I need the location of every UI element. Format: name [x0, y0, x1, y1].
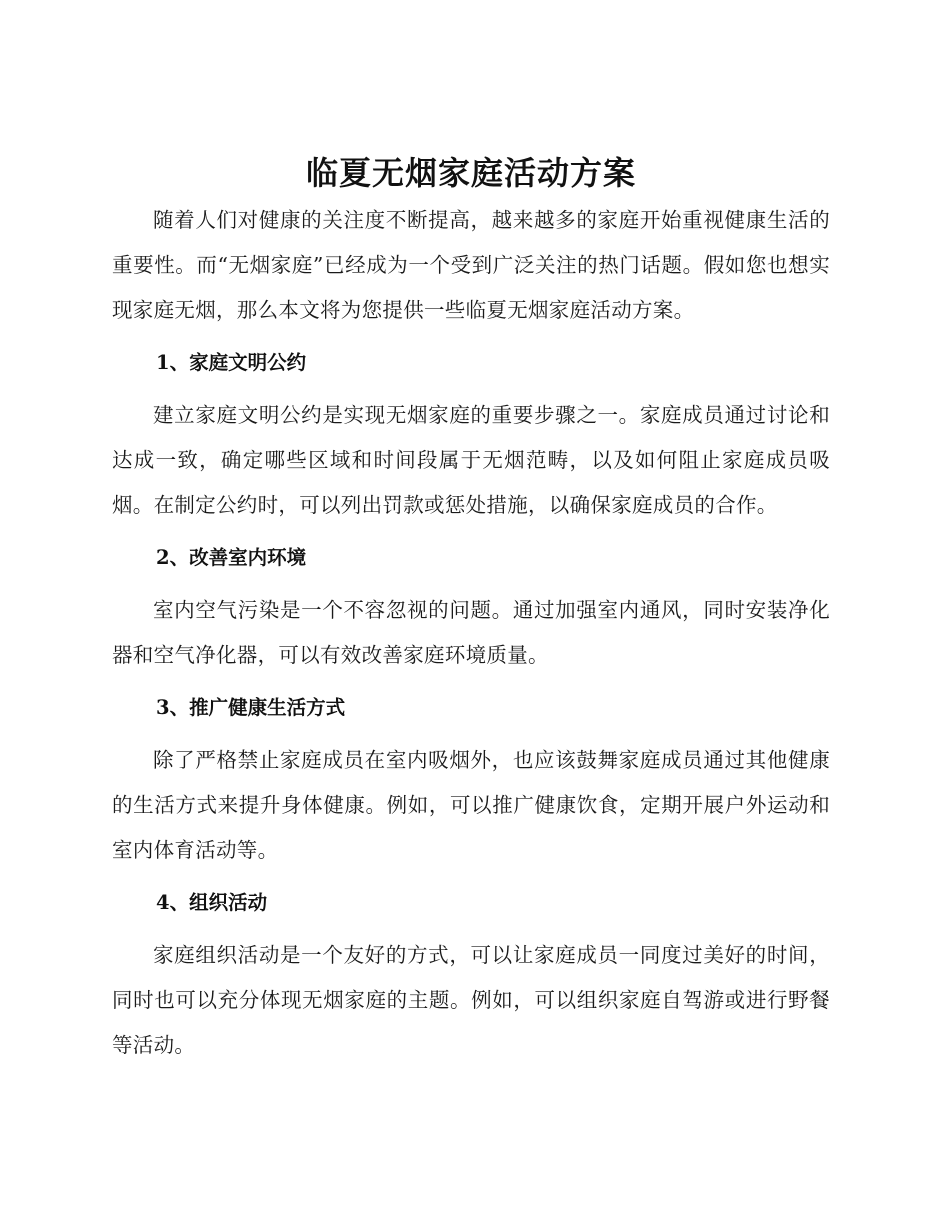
section-body-2: 室内空气污染是一个不容忽视的问题。通过加强室内通风，同时安装净化器和空气净化器，可以有效改善家庭环境质量。 [112, 598, 830, 667]
section-body-3: 除了严格禁止家庭成员在室内吸烟外，也应该鼓舞家庭成员通过其他健康的生活方式来提升身体健康。例如，可以推广健康饮食，定期开展户外运动和室内体育活动等。 [112, 748, 830, 862]
section-heading-4: 4、组织活动 [156, 891, 268, 914]
spacer [112, 385, 830, 393]
document-page [112, 148, 830, 1068]
spacer [112, 580, 830, 588]
spacer [112, 678, 830, 686]
section-body-1: 建立家庭文明公约是实现无烟家庭的重要步骤之一。家庭成员通过讨论和达成一致，确定哪些区域和时间段属于无烟范畴，以及如何阻止家庭成员吸烟。在制定公约时，可以列出罚款或惩处措施，以确保家庭成员的合作。 [112, 403, 830, 517]
section-heading-1: 1、家庭文明公约 [156, 351, 307, 374]
section-heading-3: 3、推广健康生活方式 [156, 696, 346, 719]
spacer [112, 873, 830, 881]
section-body-4: 家庭组织活动是一个友好的方式，可以让家庭成员一同度过美好的时间，同时也可以充分体现无烟家庭的主题。例如，可以组织家庭自驾游或进行野餐等活动。 [112, 943, 830, 1057]
document-title: 临夏无烟家庭活动方案 [305, 154, 636, 192]
spacer [112, 730, 830, 738]
intro-paragraph: 随着人们对健康的关注度不断提高，越来越多的家庭开始重视健康生活的重要性。而“无烟家庭”已经成为一个受到广泛关注的热门话题。假如您也想实现家庭无烟，那么本文将为您提供一些临夏无烟家庭活动方案。 [112, 208, 830, 322]
spacer [112, 333, 830, 341]
spacer [112, 528, 830, 536]
spacer [112, 925, 830, 933]
section-heading-2: 2、改善室内环境 [156, 546, 307, 569]
